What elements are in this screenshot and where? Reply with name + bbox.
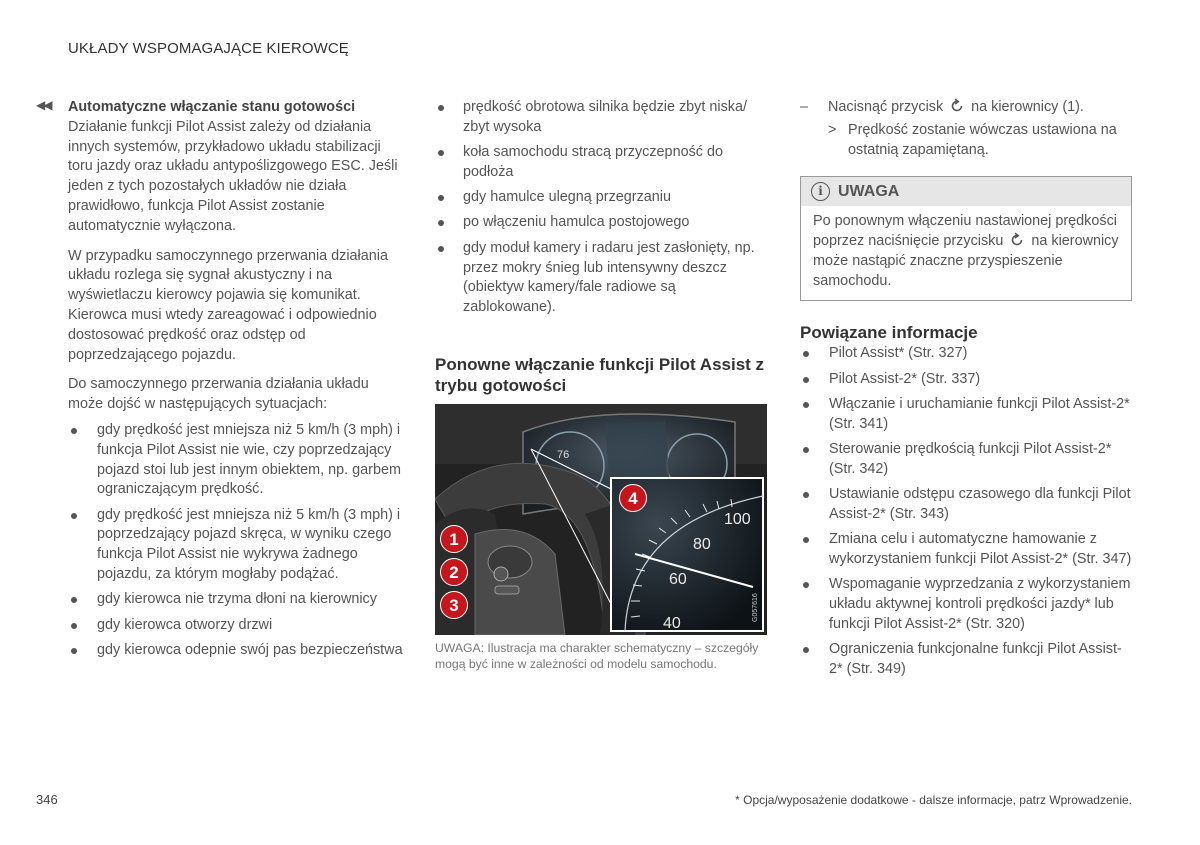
situation-list-continued [435,98,770,318]
note-text-before: Po ponownym włączeniu nastawionej prędkości poprzez naciśnięcie przycisku [813,213,1117,250]
column-1 [68,98,403,666]
list-item: gdy kierowca otworzy drzwi [68,616,403,636]
page-header-title: UKŁADY WSPOMAGAJĄCE KIEROWCĘ [68,40,349,57]
figure-caption: UWAGA: Ilustracja ma charakter schematyczny – szczegóły mogą być inne w zależności od modelu samochodu. [435,640,759,672]
paragraph: W przypadku samoczynnego przerwania działania układu rozlega się sygnał akustyczny i na wyświetlaczu kierowcy pojawia się komunikat. Kierowca musi wtedy zareagować i odpowiednio dostosować prędkość oraz odstęp od poprzedzającego pojazdu. [68,247,388,363]
note-header [801,177,1131,206]
list-item: gdy kierowca nie trzyma dłoni na kierownicy [68,590,403,610]
related-link[interactable]: Ustawianie odstępu czasowego dla funkcji Pilot Assist-2* (Str. 343) [800,485,1135,525]
info-icon: i [811,182,830,201]
list-item: gdy kierowca odepnie swój pas bezpieczeństwa [68,641,403,661]
figure-code: G057616 [752,593,759,622]
related-link[interactable]: Sterowanie prędkością funkcji Pilot Assist-2* (Str. 342) [800,440,1135,480]
resume-arrow-icon [949,98,965,114]
paragraph: Działanie funkcji Pilot Assist zależy od działania innych systemów, przykładowo układu stabilizacji toru jazdy oraz układu antypoślizgowego ESC. Jeśli jeden z tych pozostałych układów nie działa prawidłowo, funkcja Pilot Assist zostanie automatycznie wyłączona. [68,118,398,234]
list-item: gdy prędkość jest mniejsza niż 5 km/h (3 mph) i funkcja Pilot Assist nie wie, czy poprzedzający pojazd stoi lub jest innym obiektem, np. garbem ograniczającym prędkość. [68,421,403,500]
note-box [800,176,1132,300]
badge-1: 1 [440,525,468,553]
column-3 [800,98,1135,685]
note-body [801,206,1131,299]
section-heading: Ponowne włączanie funkcji Pilot Assist z trybu gotowości [435,354,765,395]
gauge-label: 80 [693,535,711,553]
gauge-label: 40 [663,614,681,632]
badge-3: 3 [440,591,468,619]
result-text: Prędkość zostanie wówczas ustawiona na ostatnią zapamiętaną. [848,121,1117,158]
step-text-before: Nacisnąć przycisk [828,99,944,115]
related-info-heading: Powiązane informacje [800,322,978,342]
step-text-after: na kierownicy (1). [971,99,1084,115]
related-links-list [800,344,1135,679]
related-link[interactable]: Pilot Assist* (Str. 327) [800,344,1135,364]
page-number: 346 [36,792,58,807]
related-link[interactable]: Zmiana celu i automatyczne hamowanie z wykorzystaniem funkcji Pilot Assist-2* (Str. 347) [800,530,1135,570]
situation-list [68,421,403,661]
cockpit-illustration [435,404,767,635]
section-subheading: Automatyczne włączanie stanu gotowości [68,99,356,115]
list-item: prędkość obrotowa silnika będzie zbyt niska/ zbyt wysoka [435,98,770,138]
list-item: koła samochodu stracą przyczepność do podłoża [435,143,770,183]
footnote: * Opcja/wyposażenie dodatkowe - dalsze informacje, patrz Wprowadzenie. [735,793,1132,807]
instruction-step [800,98,1135,118]
related-link[interactable]: Ograniczenia funkcjonalne funkcji Pilot Assist-2* (Str. 349) [800,640,1135,680]
badge-2: 2 [440,558,468,586]
gauge-label: 60 [669,570,687,588]
paragraph: Do samoczynnego przerwania działania układu może dojść w następujących sytuacjach: [68,376,369,413]
related-link[interactable]: Włączanie i uruchamianie funkcji Pilot Assist-2* (Str. 341) [800,395,1135,435]
related-link[interactable]: Pilot Assist-2* (Str. 337) [800,370,1135,390]
double-left-chevron-icon[interactable]: ◀◀ [36,98,51,112]
badge-4: 4 [619,484,647,512]
resume-arrow-icon [1009,232,1025,248]
related-link[interactable]: Wspomaganie wyprzedzania z wykorzystaniem układu aktywnej kontroli prędkości jazdy* lub funkcji Pilot Assist-2* (Str. 320) [800,575,1135,634]
list-item: gdy prędkość jest mniejsza niż 5 km/h (3 mph) i poprzedzający pojazd skręca, w wyniku czego funkcja Pilot Assist nie wykrywa żadnego pojazdu, za którym mogłaby podążać. [68,506,403,585]
gauge-label: 100 [724,510,751,528]
list-item: gdy moduł kamery i radaru jest zasłonięty, np. przez mokry śnieg lub intensywny deszcz (obiektyw kamery/fale radiowe są zablokowane). [435,239,770,318]
result-marker: > [828,121,837,138]
steering-wheel-illustration [435,404,767,635]
cluster-speed-readout: 76 [557,448,570,461]
column-2 [435,98,770,673]
list-item: po włączeniu hamulca postojowego [435,213,770,233]
list-item: gdy hamulce ulegną przegrzaniu [435,188,770,208]
step-result [800,121,1135,161]
note-title: UWAGA [838,182,900,200]
note-text-after: na kierownicy może nastąpić znaczne przyspieszenie samochodu. [813,233,1119,289]
